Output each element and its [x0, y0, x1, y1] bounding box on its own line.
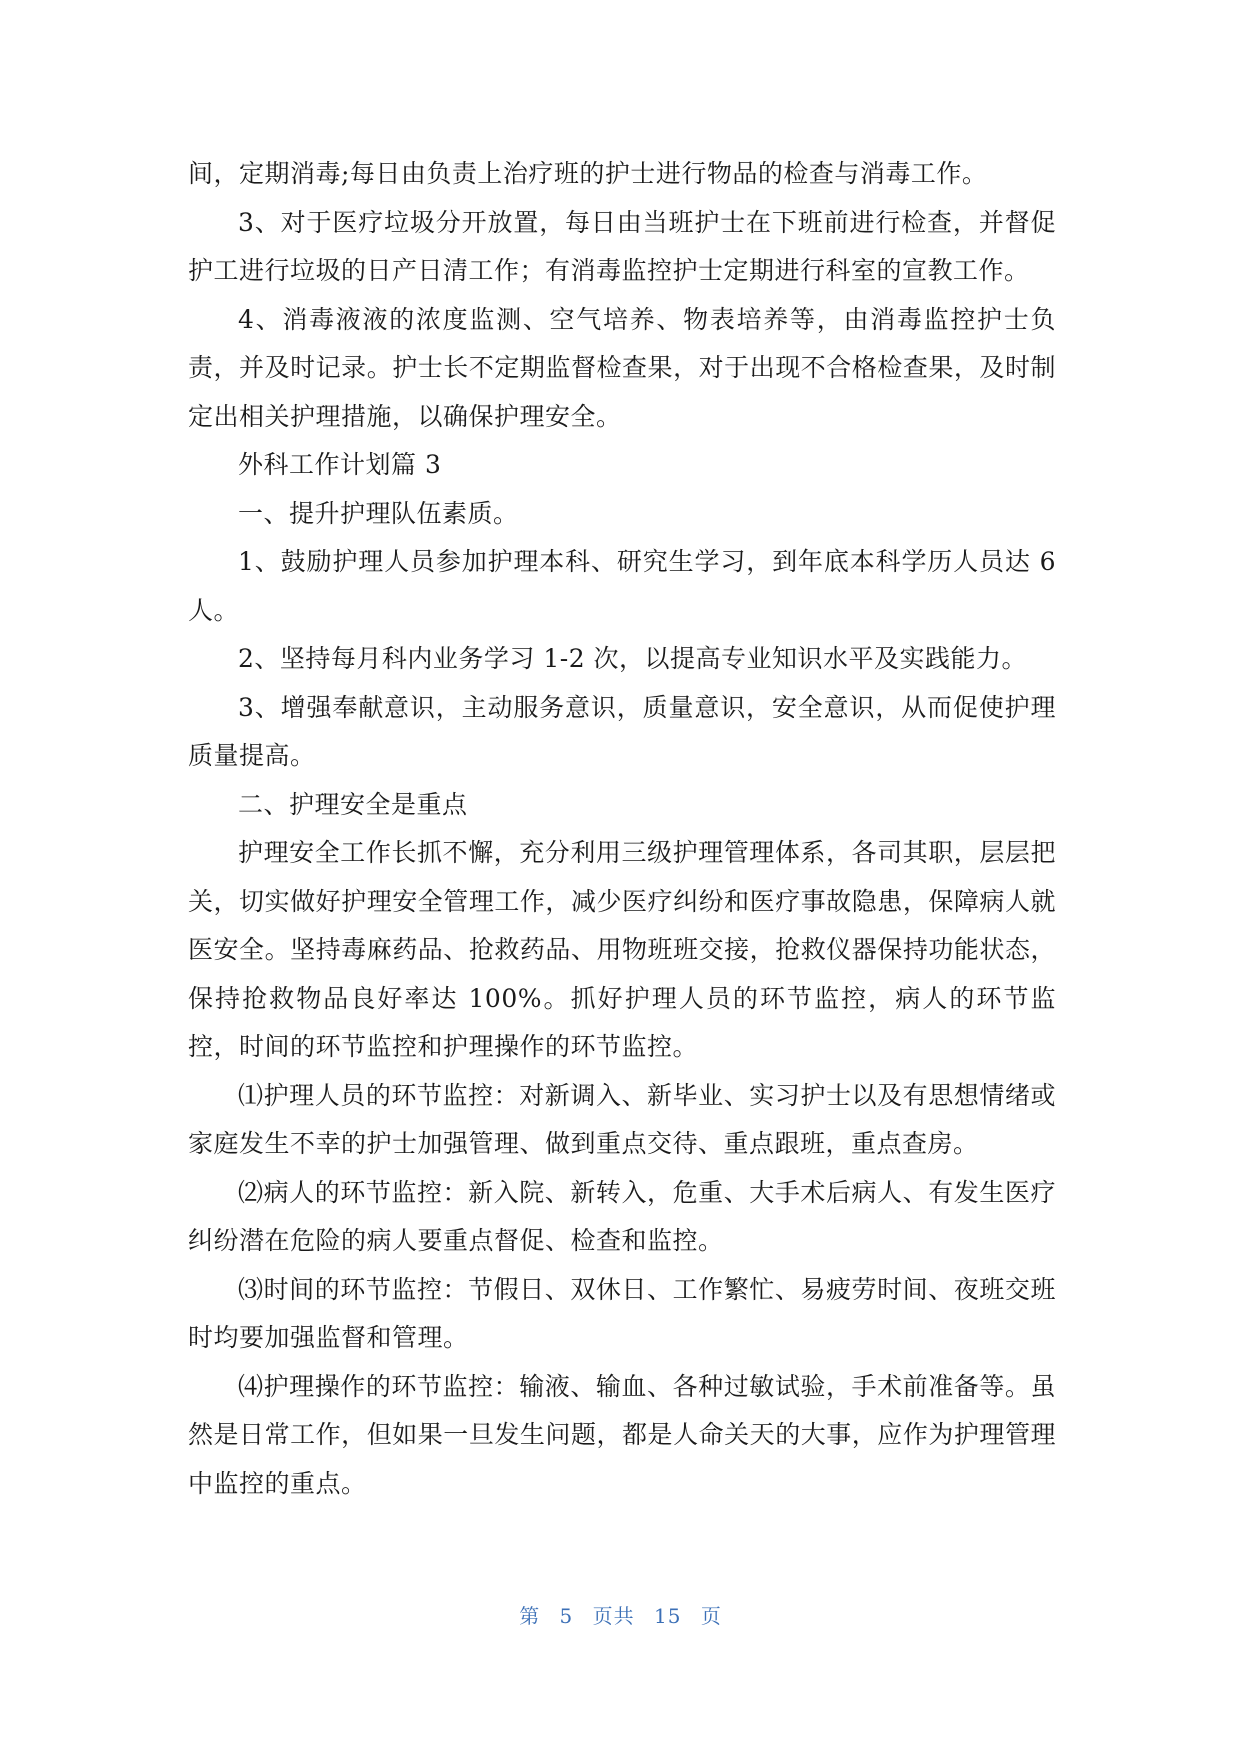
footer-suffix: 页: [700, 1604, 722, 1628]
page-footer: [0, 1600, 1241, 1629]
footer-current-page: 5: [559, 1604, 574, 1628]
paragraph: 间，定期消毒;每日由负责上治疗班的护士进行物品的检查与消毒工作。: [188, 159, 988, 188]
paragraph: ⑷护理操作的环节监控：输液、输血、各种过敏试验，手术前准备等。虽然是日常工作，但如果一旦发生问题，都是人命关天的大事，应作为护理管理中监控的重点。: [188, 1371, 1056, 1498]
paragraph: ⑴护理人员的环节监控：对新调入、新毕业、实习护士以及有思想情绪或家庭发生不幸的护士加强管理、做到重点交待、重点跟班，重点查房。: [188, 1080, 1056, 1158]
paragraph: 2、坚持每月科内业务学习 1-2 次，以提高专业知识水平及实践能力。: [238, 644, 1028, 673]
section-heading: 外科工作计划篇 3: [238, 450, 442, 479]
paragraph: 3、增强奉献意识，主动服务意识，质量意识，安全意识，从而促使护理质量提高。: [188, 692, 1056, 770]
subsection-heading: 二、护理安全是重点: [238, 789, 468, 819]
footer-total-pages: 15: [654, 1604, 682, 1628]
paragraph: ⑵病人的环节监控：新入院、新转入，危重、大手术后病人、有发生医疗纠纷潜在危险的病人要重点督促、检查和监控。: [188, 1177, 1056, 1255]
paragraph: ⑶时间的环节监控：节假日、双休日、工作繁忙、易疲劳时间、夜班交班时均要加强监督和管理。: [188, 1274, 1056, 1352]
paragraph: 护理安全工作长抓不懈，充分利用三级护理管理体系，各司其职，层层把关，切实做好护理安全管理工作，减少医疗纠纷和医疗事故隐患，保障病人就医安全。坚持毒麻药品、抢救药品、用物班班交接，抢救仪器保持功能状态，保持抢救物品良好率达 100%。抓好护理人员的环节监控，病人的环节监控，时间的环节监控和护理操作的环节监控。: [188, 838, 1056, 1061]
document-body: [188, 150, 1056, 1508]
paragraph: 1、鼓励护理人员参加护理本科、研究生学习，到年底本科学历人员达 6 人。: [188, 547, 1056, 625]
paragraph: 3、对于医疗垃圾分开放置，每日由当班护士在下班前进行检查，并督促护工进行垃圾的日产日清工作；有消毒监控护士定期进行科室的宣教工作。: [188, 207, 1056, 285]
footer-prefix: 第: [519, 1604, 541, 1628]
subsection-heading: 一、提升护理队伍素质。: [238, 498, 519, 528]
paragraph: 4、消毒液液的浓度监测、空气培养、物表培养等，由消毒监控护士负责，并及时记录。护士长不定期监督检查果，对于出现不合格检查果，及时制定出相关护理措施，以确保护理安全。: [188, 304, 1056, 431]
footer-middle: 页共: [592, 1604, 635, 1628]
